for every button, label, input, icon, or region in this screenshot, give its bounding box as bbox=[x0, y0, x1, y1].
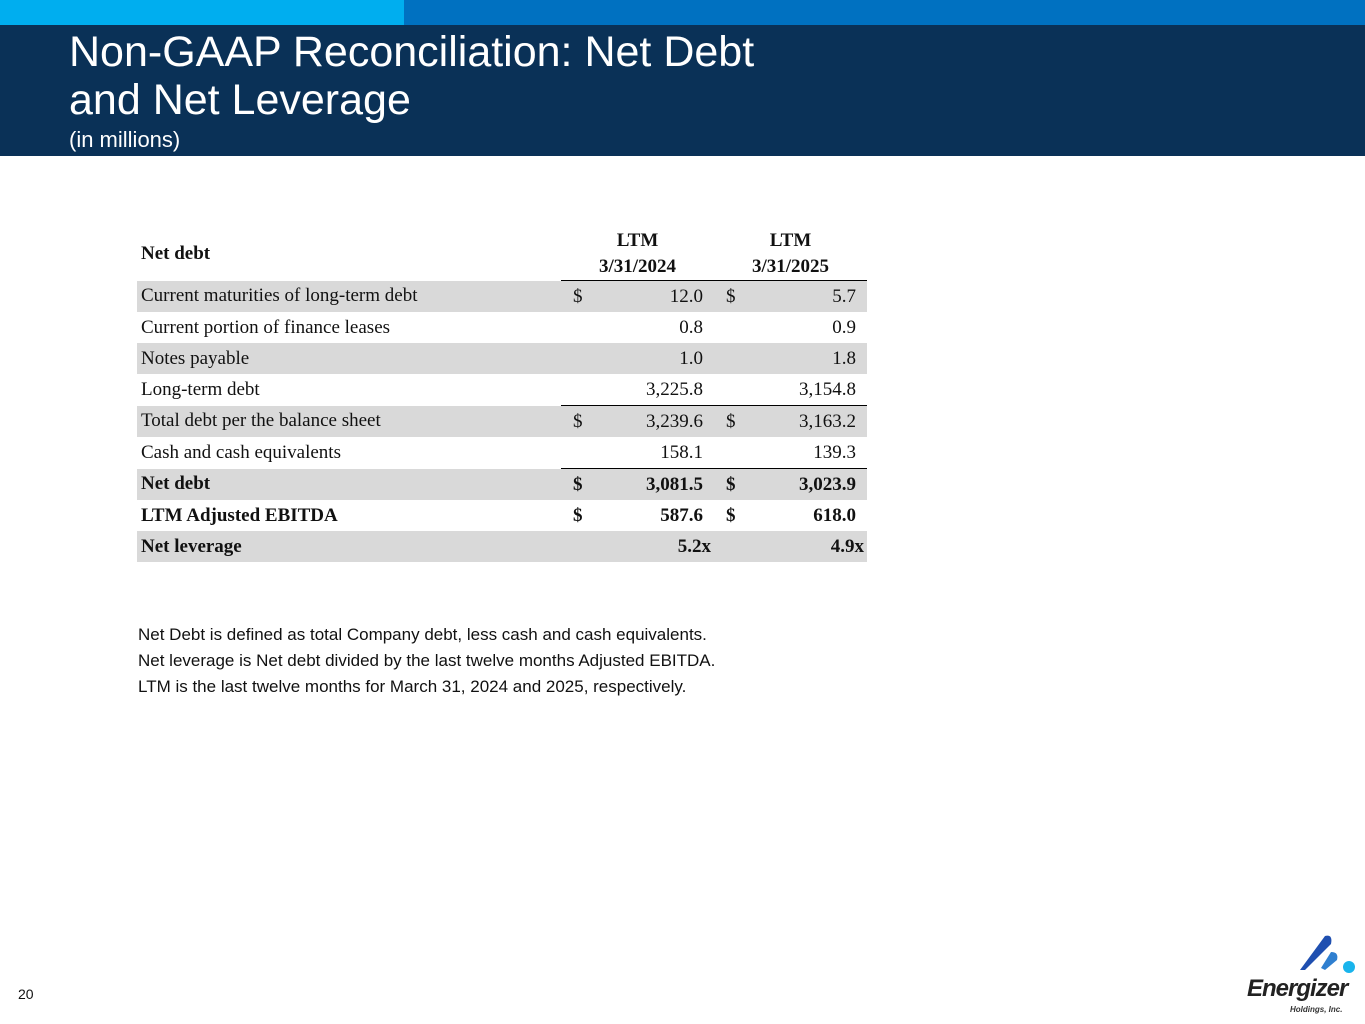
value-2024: 1.0 bbox=[603, 343, 714, 374]
value-2024: 587.6 bbox=[660, 504, 703, 526]
table-row bbox=[137, 406, 867, 438]
currency-symbol: $ bbox=[561, 406, 603, 438]
currency-symbol: $ bbox=[561, 281, 603, 313]
column-header: LTM 3/31/2024 bbox=[561, 228, 714, 281]
value-2024: 5.2x bbox=[603, 531, 714, 562]
row-label: Net debt bbox=[137, 469, 561, 501]
currency-symbol bbox=[714, 312, 756, 343]
table-title: Net debt bbox=[141, 243, 211, 265]
row-label: Notes payable bbox=[137, 343, 561, 374]
value-2025: 5.7 bbox=[756, 281, 867, 313]
value-2025: 3,154.8 bbox=[799, 378, 856, 400]
currency-symbol: $ bbox=[573, 504, 583, 526]
value-2024: 3,225.8 bbox=[646, 378, 703, 400]
table-row bbox=[137, 531, 867, 562]
footnotes bbox=[138, 622, 715, 700]
table-row bbox=[137, 343, 867, 374]
row-label: Total debt per the balance sheet bbox=[137, 406, 561, 438]
table-row bbox=[137, 312, 867, 343]
column-header: LTM 3/31/2025 bbox=[714, 228, 867, 281]
energizer-logo bbox=[1245, 932, 1360, 1019]
table-row bbox=[137, 374, 867, 406]
value-2025: 3,023.9 bbox=[756, 469, 867, 501]
value-2024: 3,239.6 bbox=[603, 406, 714, 438]
currency-symbol bbox=[561, 531, 603, 562]
value-2025: 4.9x bbox=[756, 531, 867, 562]
value-2025: 3,163.2 bbox=[756, 406, 867, 438]
row-label: Current portion of finance leases bbox=[141, 316, 391, 338]
row-label: Cash and cash equivalents bbox=[141, 441, 341, 463]
currency-symbol: $ bbox=[726, 504, 736, 526]
currency-symbol bbox=[561, 374, 603, 406]
value-2024: 0.8 bbox=[679, 316, 703, 338]
value-2025: 1.8 bbox=[756, 343, 867, 374]
currency-symbol bbox=[561, 437, 603, 469]
currency-symbol: $ bbox=[714, 406, 756, 438]
currency-symbol: $ bbox=[714, 469, 756, 501]
top-accent-dark bbox=[404, 0, 1365, 25]
currency-symbol bbox=[714, 531, 756, 562]
page-title: Non-GAAP Reconciliation: Net Debt and Net Leverage bbox=[69, 28, 755, 124]
footnote: Net leverage is Net debt divided by the last twelve months Adjusted EBITDA. bbox=[138, 651, 716, 670]
currency-symbol bbox=[561, 343, 603, 374]
row-label: LTM Adjusted EBITDA bbox=[141, 504, 338, 526]
value-2025: 139.3 bbox=[813, 441, 856, 463]
value-2025: 0.9 bbox=[832, 316, 856, 338]
page-subtitle: (in millions) bbox=[69, 127, 181, 152]
table-row bbox=[137, 281, 867, 313]
currency-symbol bbox=[714, 437, 756, 469]
footnote: LTM is the last twelve months for March 31, 2024 and 2025, respectively. bbox=[138, 677, 687, 696]
table-row bbox=[137, 437, 867, 469]
top-accent-light bbox=[0, 0, 404, 25]
value-2024: 158.1 bbox=[660, 441, 703, 463]
currency-symbol: $ bbox=[561, 469, 603, 501]
currency-symbol bbox=[561, 312, 603, 343]
row-label: Net leverage bbox=[137, 531, 561, 562]
row-label: Long-term debt bbox=[141, 378, 260, 400]
net-debt-table bbox=[137, 228, 867, 562]
currency-symbol: $ bbox=[714, 281, 756, 313]
table-row bbox=[137, 500, 867, 531]
svg-text:Holdings, Inc.: Holdings, Inc. bbox=[1290, 1005, 1343, 1014]
svg-text:Energizer: Energizer bbox=[1247, 975, 1348, 1002]
footnote: Net Debt is defined as total Company debt, less cash and cash equivalents. bbox=[138, 625, 707, 644]
value-2024: 12.0 bbox=[603, 281, 714, 313]
table-row bbox=[137, 469, 867, 501]
currency-symbol bbox=[714, 374, 756, 406]
row-label: Current maturities of long-term debt bbox=[137, 281, 561, 313]
value-2025: 618.0 bbox=[813, 504, 856, 526]
currency-symbol bbox=[714, 343, 756, 374]
page-number: 20 bbox=[18, 986, 34, 1002]
value-2024: 3,081.5 bbox=[603, 469, 714, 501]
